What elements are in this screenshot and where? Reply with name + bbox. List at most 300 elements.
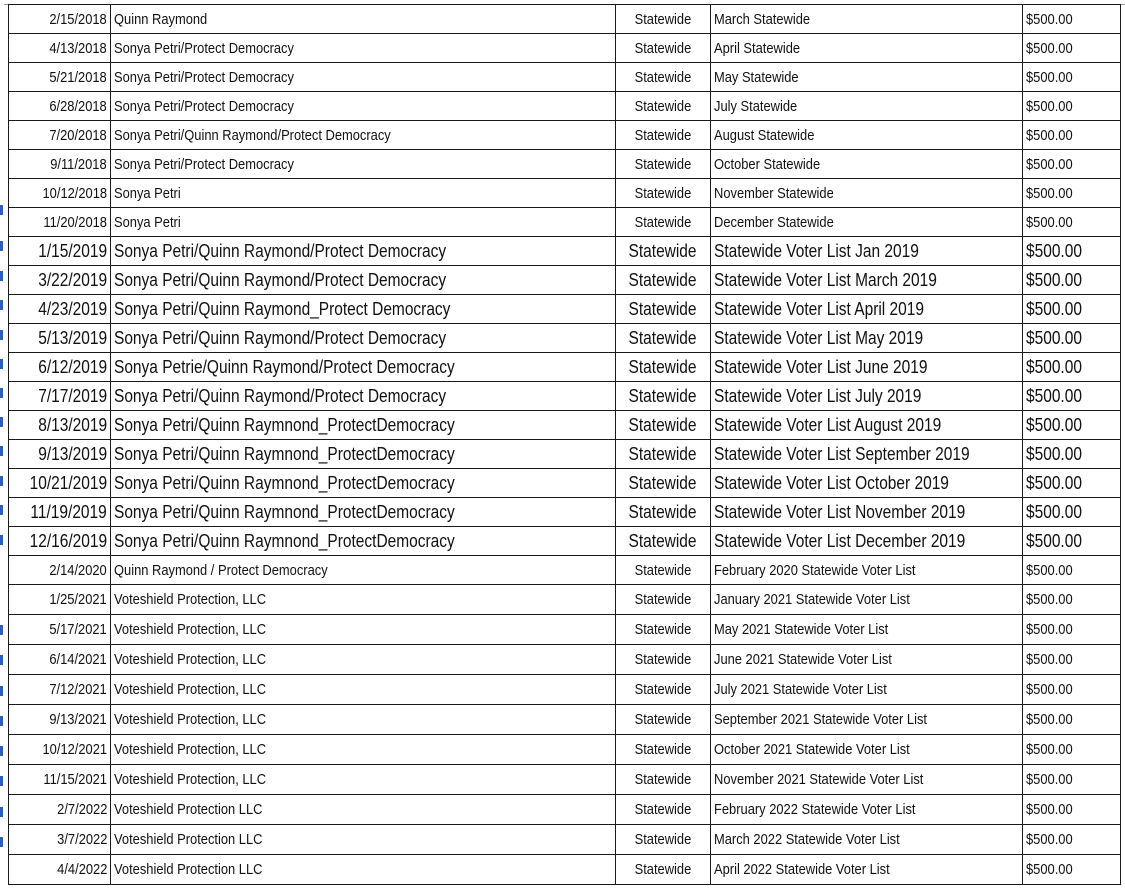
row-header-mark	[0, 505, 3, 515]
name-cell-text: Voteshield Protection, LLC	[114, 651, 267, 668]
date-cell-text: 10/12/2018	[42, 184, 107, 202]
name-cell[interactable]	[111, 825, 616, 855]
date-cell[interactable]	[9, 527, 111, 556]
date-cell[interactable]	[9, 825, 111, 855]
date-cell[interactable]	[9, 440, 111, 469]
amount-cell[interactable]	[1023, 498, 1121, 527]
date-cell[interactable]	[9, 735, 111, 765]
scope-cell-text: Statewide	[634, 68, 692, 86]
table-row	[9, 150, 1121, 179]
date-cell-text: 2/15/2018	[49, 10, 107, 28]
amount-cell[interactable]	[1023, 150, 1121, 179]
scope-cell[interactable]	[616, 615, 711, 645]
description-cell[interactable]	[711, 382, 1023, 411]
name-cell[interactable]	[111, 855, 616, 885]
description-cell[interactable]	[711, 735, 1023, 765]
description-cell[interactable]	[711, 324, 1023, 353]
description-cell-text: April 2022 Statewide Voter List	[714, 861, 890, 878]
name-cell[interactable]	[111, 5, 616, 34]
table-row	[9, 353, 1121, 382]
name-cell[interactable]	[111, 34, 616, 63]
scope-cell[interactable]	[616, 382, 711, 411]
date-cell[interactable]	[9, 179, 111, 208]
scope-cell[interactable]	[616, 556, 711, 585]
description-cell-text: Statewide Voter List April 2019	[714, 298, 924, 319]
name-cell-text: Sonya Petri/Quinn Raymond/Protect Democracy	[114, 385, 447, 406]
row-header-mark	[0, 417, 3, 427]
amount-cell[interactable]	[1023, 855, 1121, 885]
description-cell[interactable]	[711, 266, 1023, 295]
scope-cell-text: Statewide	[634, 591, 692, 608]
scope-cell-text: Statewide	[634, 39, 692, 57]
name-cell[interactable]	[111, 469, 616, 498]
description-cell[interactable]	[711, 469, 1023, 498]
table-row	[9, 208, 1121, 237]
row-header-mark	[0, 655, 3, 665]
amount-cell-text: $500.00	[1026, 861, 1073, 878]
description-cell[interactable]	[711, 353, 1023, 382]
description-cell-text: February 2022 Statewide Voter List	[714, 801, 916, 818]
description-cell-text: Statewide Voter List Jan 2019	[714, 240, 919, 261]
amount-cell[interactable]	[1023, 382, 1121, 411]
amount-cell-text: $500.00	[1026, 472, 1082, 493]
description-cell-text: December Statewide	[714, 213, 834, 231]
description-cell[interactable]	[711, 63, 1023, 92]
name-cell-text: Sonya Petri/Protect Democracy	[114, 97, 294, 115]
description-cell-text: Statewide Voter List September 2019	[714, 443, 970, 464]
date-cell[interactable]	[9, 237, 111, 266]
date-cell-text: 4/23/2019	[38, 298, 107, 319]
date-cell-text: 11/20/2018	[43, 213, 107, 231]
date-cell[interactable]	[9, 765, 111, 795]
date-cell[interactable]	[9, 34, 111, 63]
scope-cell[interactable]	[616, 735, 711, 765]
name-cell[interactable]	[111, 527, 616, 556]
name-cell[interactable]	[111, 63, 616, 92]
scope-cell[interactable]	[616, 266, 711, 295]
description-cell[interactable]	[711, 179, 1023, 208]
scope-cell-text: Statewide	[634, 651, 692, 668]
description-cell[interactable]	[711, 208, 1023, 237]
description-cell-text: March Statewide	[714, 10, 811, 28]
description-cell[interactable]	[711, 705, 1023, 735]
name-cell-text: Voteshield Protection LLC	[114, 831, 263, 848]
description-cell[interactable]	[711, 498, 1023, 527]
description-cell-text: October 2021 Statewide Voter List	[714, 741, 910, 758]
date-cell-text: 12/16/2019	[29, 530, 107, 551]
amount-cell-text: $500.00	[1026, 68, 1073, 86]
name-cell-text: Sonya Petri/Quinn Raymnond_ProtectDemocracy	[114, 501, 455, 522]
description-cell[interactable]	[711, 5, 1023, 34]
date-cell[interactable]	[9, 411, 111, 440]
date-cell[interactable]	[9, 266, 111, 295]
date-cell[interactable]	[9, 498, 111, 527]
table-row	[9, 675, 1121, 705]
scope-cell-text: Statewide	[629, 327, 697, 348]
scope-cell-text: Statewide	[634, 10, 692, 28]
name-cell[interactable]	[111, 121, 616, 150]
date-cell-text: 5/17/2021	[49, 621, 107, 638]
name-cell[interactable]	[111, 675, 616, 705]
description-cell-text: February 2020 Statewide Voter List	[714, 561, 916, 579]
scope-cell-text: Statewide	[634, 861, 692, 878]
name-cell-text: Sonya Petri/Quinn Raymnond_ProtectDemocracy	[114, 414, 455, 435]
description-cell[interactable]	[711, 34, 1023, 63]
name-cell-text: Sonya Petri/Quinn Raymnond_ProtectDemocracy	[114, 472, 455, 493]
name-cell[interactable]	[111, 324, 616, 353]
description-cell[interactable]	[711, 645, 1023, 675]
table-row	[9, 34, 1121, 63]
scope-cell-text: Statewide	[634, 126, 692, 144]
date-cell[interactable]	[9, 556, 111, 585]
description-cell[interactable]	[711, 440, 1023, 469]
date-cell[interactable]	[9, 585, 111, 615]
date-cell[interactable]	[9, 208, 111, 237]
name-cell[interactable]	[111, 382, 616, 411]
scope-cell-text: Statewide	[629, 298, 697, 319]
description-cell[interactable]	[711, 675, 1023, 705]
scope-cell-text: Statewide	[629, 501, 697, 522]
amount-cell[interactable]	[1023, 440, 1121, 469]
name-cell[interactable]	[111, 179, 616, 208]
table-body	[9, 5, 1121, 885]
table-row	[9, 705, 1121, 735]
table-row	[9, 615, 1121, 645]
table-row	[9, 645, 1121, 675]
description-cell-text: August Statewide	[714, 126, 815, 144]
scope-cell-text: Statewide	[634, 213, 692, 231]
description-cell-text: January 2021 Statewide Voter List	[714, 591, 910, 608]
amount-cell-text: $500.00	[1026, 39, 1073, 57]
table-row	[9, 411, 1121, 440]
description-cell-text: March 2022 Statewide Voter List	[714, 831, 900, 848]
scope-cell-text: Statewide	[634, 801, 692, 818]
date-cell[interactable]	[9, 705, 111, 735]
name-cell[interactable]	[111, 645, 616, 675]
name-cell-text: Sonya Petri/Quinn Raymond/Protect Democracy	[114, 240, 447, 261]
description-cell[interactable]	[711, 765, 1023, 795]
description-cell-text: Statewide Voter List March 2019	[714, 269, 937, 290]
scope-cell[interactable]	[616, 92, 711, 121]
row-header-mark	[0, 241, 3, 251]
description-cell-text: Statewide Voter List August 2019	[714, 414, 942, 435]
description-cell-text: Statewide Voter List October 2019	[714, 472, 949, 493]
amount-cell[interactable]	[1023, 469, 1121, 498]
description-cell-text: April Statewide	[714, 39, 801, 57]
amount-cell[interactable]	[1023, 795, 1121, 825]
date-cell-text: 10/12/2021	[42, 741, 107, 758]
scope-cell-text: Statewide	[629, 240, 697, 261]
amount-cell[interactable]	[1023, 179, 1121, 208]
description-cell[interactable]	[711, 795, 1023, 825]
amount-cell[interactable]	[1023, 705, 1121, 735]
name-cell-text: Sonya Petri/Quinn Raymnond_ProtectDemocracy	[114, 530, 455, 551]
amount-cell[interactable]	[1023, 735, 1121, 765]
amount-cell[interactable]	[1023, 411, 1121, 440]
table-row	[9, 585, 1121, 615]
name-cell-text: Sonya Petri/Quinn Raymond/Protect Democracy	[114, 126, 391, 144]
amount-cell-text: $500.00	[1026, 681, 1073, 698]
date-cell-text: 2/7/2022	[56, 801, 107, 818]
scope-cell[interactable]	[616, 675, 711, 705]
amount-cell[interactable]	[1023, 208, 1121, 237]
scope-cell[interactable]	[616, 179, 711, 208]
payments-table	[8, 4, 1121, 885]
date-cell-text: 4/13/2018	[49, 39, 107, 57]
name-cell-text: Voteshield Protection LLC	[114, 801, 263, 818]
amount-cell-text: $500.00	[1026, 561, 1073, 579]
scope-cell-text: Statewide	[634, 97, 692, 115]
description-cell-text: Statewide Voter List July 2019	[714, 385, 922, 406]
amount-cell-text: $500.00	[1026, 126, 1073, 144]
description-cell-text: July Statewide	[714, 97, 798, 115]
date-cell[interactable]	[9, 5, 111, 34]
amount-cell[interactable]	[1023, 121, 1121, 150]
table-row	[9, 266, 1121, 295]
amount-cell-text: $500.00	[1026, 269, 1082, 290]
name-cell-text: Sonya Petri/Protect Democracy	[114, 68, 294, 86]
table-row	[9, 121, 1121, 150]
scope-cell[interactable]	[616, 34, 711, 63]
description-cell-text: November 2021 Statewide Voter List	[714, 771, 924, 788]
scope-cell[interactable]	[616, 295, 711, 324]
name-cell[interactable]	[111, 237, 616, 266]
description-cell[interactable]	[711, 615, 1023, 645]
date-cell-text: 3/7/2022	[56, 831, 107, 848]
description-cell-text: Statewide Voter List May 2019	[714, 327, 924, 348]
name-cell[interactable]	[111, 266, 616, 295]
name-cell[interactable]	[111, 585, 616, 615]
row-header-mark	[0, 476, 3, 486]
scope-cell-text: Statewide	[629, 269, 697, 290]
name-cell-text: Sonya Petri	[114, 184, 181, 202]
amount-cell-text: $500.00	[1026, 213, 1073, 231]
date-cell-text: 6/14/2021	[49, 651, 107, 668]
date-cell[interactable]	[9, 92, 111, 121]
table-row	[9, 498, 1121, 527]
amount-cell[interactable]	[1023, 645, 1121, 675]
row-header-mark	[0, 807, 3, 817]
scope-cell-text: Statewide	[634, 711, 692, 728]
description-cell[interactable]	[711, 150, 1023, 179]
description-cell-text: July 2021 Statewide Voter List	[714, 681, 887, 698]
name-cell-text: Voteshield Protection, LLC	[114, 771, 267, 788]
date-cell[interactable]	[9, 324, 111, 353]
date-cell[interactable]	[9, 675, 111, 705]
table-row	[9, 63, 1121, 92]
date-cell[interactable]	[9, 855, 111, 885]
row-header-mark	[0, 271, 3, 281]
name-cell-text: Voteshield Protection LLC	[114, 861, 263, 878]
amount-cell[interactable]	[1023, 34, 1121, 63]
name-cell[interactable]	[111, 705, 616, 735]
description-cell[interactable]	[711, 855, 1023, 885]
amount-cell[interactable]	[1023, 237, 1121, 266]
name-cell-text: Voteshield Protection, LLC	[114, 621, 267, 638]
table-row	[9, 765, 1121, 795]
date-cell[interactable]	[9, 645, 111, 675]
table-row	[9, 556, 1121, 585]
date-cell[interactable]	[9, 382, 111, 411]
name-cell-text: Sonya Petri	[114, 213, 181, 231]
amount-cell[interactable]	[1023, 825, 1121, 855]
name-cell[interactable]	[111, 765, 616, 795]
amount-cell[interactable]	[1023, 63, 1121, 92]
table-row	[9, 440, 1121, 469]
date-cell-text: 9/11/2018	[50, 155, 107, 173]
name-cell[interactable]	[111, 556, 616, 585]
date-cell[interactable]	[9, 63, 111, 92]
date-cell-text: 6/12/2019	[38, 356, 107, 377]
row-header-mark	[0, 535, 3, 545]
amount-cell-text: $500.00	[1026, 711, 1073, 728]
description-cell[interactable]	[711, 527, 1023, 556]
name-cell[interactable]	[111, 353, 616, 382]
scope-cell-text: Statewide	[629, 356, 697, 377]
description-cell[interactable]	[711, 556, 1023, 585]
date-cell[interactable]	[9, 469, 111, 498]
description-cell[interactable]	[711, 295, 1023, 324]
description-cell[interactable]	[711, 411, 1023, 440]
name-cell-text: Sonya Petri/Quinn Raymnond_ProtectDemocracy	[114, 443, 455, 464]
description-cell[interactable]	[711, 237, 1023, 266]
row-header-mark	[0, 330, 3, 340]
amount-cell-text: $500.00	[1026, 97, 1073, 115]
description-cell[interactable]	[711, 825, 1023, 855]
amount-cell-text: $500.00	[1026, 741, 1073, 758]
amount-cell-text: $500.00	[1026, 385, 1082, 406]
row-header-mark	[0, 446, 3, 456]
amount-cell-text: $500.00	[1026, 327, 1082, 348]
amount-cell[interactable]	[1023, 92, 1121, 121]
table-row	[9, 735, 1121, 765]
table-row	[9, 295, 1121, 324]
name-cell-text: Quinn Raymond	[114, 10, 208, 28]
scope-cell-text: Statewide	[634, 155, 692, 173]
scope-cell[interactable]	[616, 527, 711, 556]
description-cell[interactable]	[711, 585, 1023, 615]
table-row	[9, 825, 1121, 855]
table-row	[9, 324, 1121, 353]
name-cell[interactable]	[111, 498, 616, 527]
scope-cell[interactable]	[616, 150, 711, 179]
scope-cell[interactable]	[616, 411, 711, 440]
amount-cell[interactable]	[1023, 765, 1121, 795]
date-cell-text: 9/13/2019	[38, 443, 107, 464]
row-header-mark	[0, 205, 3, 215]
name-cell-text: Voteshield Protection, LLC	[114, 711, 267, 728]
amount-cell[interactable]	[1023, 585, 1121, 615]
row-header-mark	[0, 686, 3, 696]
date-cell-text: 9/13/2021	[49, 711, 107, 728]
row-header-mark	[0, 716, 3, 726]
date-cell[interactable]	[9, 795, 111, 825]
name-cell[interactable]	[111, 208, 616, 237]
table-row	[9, 382, 1121, 411]
date-cell[interactable]	[9, 295, 111, 324]
name-cell-text: Sonya Petri/Quinn Raymond/Protect Democracy	[114, 327, 447, 348]
scope-cell-text: Statewide	[634, 184, 692, 202]
scope-cell[interactable]	[616, 5, 711, 34]
date-cell[interactable]	[9, 353, 111, 382]
date-cell-text: 8/13/2019	[38, 414, 107, 435]
scope-cell[interactable]	[616, 440, 711, 469]
scope-cell[interactable]	[616, 498, 711, 527]
description-cell[interactable]	[711, 121, 1023, 150]
amount-cell-text: $500.00	[1026, 10, 1073, 28]
scope-cell[interactable]	[616, 645, 711, 675]
amount-cell[interactable]	[1023, 675, 1121, 705]
amount-cell[interactable]	[1023, 295, 1121, 324]
scope-cell[interactable]	[616, 795, 711, 825]
date-cell-text: 1/15/2019	[38, 240, 107, 261]
row-header-mark	[0, 746, 3, 756]
name-cell[interactable]	[111, 295, 616, 324]
name-cell[interactable]	[111, 795, 616, 825]
table-row	[9, 527, 1121, 556]
scope-cell[interactable]	[616, 324, 711, 353]
name-cell[interactable]	[111, 411, 616, 440]
description-cell[interactable]	[711, 92, 1023, 121]
amount-cell-text: $500.00	[1026, 591, 1073, 608]
scope-cell[interactable]	[616, 705, 711, 735]
scope-cell[interactable]	[616, 353, 711, 382]
date-cell-text: 10/21/2019	[29, 472, 107, 493]
description-cell-text: May Statewide	[714, 68, 799, 86]
date-cell-text: 7/12/2021	[49, 681, 107, 698]
scope-cell-text: Statewide	[634, 741, 692, 758]
scope-cell[interactable]	[616, 121, 711, 150]
table-row	[9, 855, 1121, 885]
amount-cell-text: $500.00	[1026, 801, 1073, 818]
scope-cell[interactable]	[616, 585, 711, 615]
scope-cell[interactable]	[616, 208, 711, 237]
scope-cell[interactable]	[616, 855, 711, 885]
amount-cell[interactable]	[1023, 615, 1121, 645]
name-cell[interactable]	[111, 150, 616, 179]
amount-cell[interactable]	[1023, 527, 1121, 556]
scope-cell[interactable]	[616, 765, 711, 795]
description-cell-text: October Statewide	[714, 155, 821, 173]
name-cell-text: Sonya Petri/Protect Democracy	[114, 39, 294, 57]
table-row	[9, 179, 1121, 208]
scope-cell[interactable]	[616, 469, 711, 498]
amount-cell-text: $500.00	[1026, 356, 1082, 377]
amount-cell[interactable]	[1023, 324, 1121, 353]
date-cell-text: 5/21/2018	[49, 68, 107, 86]
amount-cell[interactable]	[1023, 266, 1121, 295]
scope-cell[interactable]	[616, 237, 711, 266]
date-cell-text: 11/15/2021	[43, 771, 107, 788]
scope-cell[interactable]	[616, 63, 711, 92]
amount-cell-text: $500.00	[1026, 298, 1082, 319]
name-cell[interactable]	[111, 92, 616, 121]
amount-cell[interactable]	[1023, 556, 1121, 585]
name-cell[interactable]	[111, 615, 616, 645]
date-cell[interactable]	[9, 150, 111, 179]
row-header-mark	[0, 359, 3, 369]
amount-cell[interactable]	[1023, 353, 1121, 382]
name-cell[interactable]	[111, 735, 616, 765]
name-cell-text: Sonya Petrie/Quinn Raymond/Protect Democracy	[114, 356, 455, 377]
date-cell-text: 1/25/2021	[49, 591, 107, 608]
amount-cell[interactable]	[1023, 5, 1121, 34]
date-cell[interactable]	[9, 121, 111, 150]
description-cell-text: Statewide Voter List November 2019	[714, 501, 966, 522]
name-cell[interactable]	[111, 440, 616, 469]
scope-cell[interactable]	[616, 825, 711, 855]
date-cell[interactable]	[9, 615, 111, 645]
